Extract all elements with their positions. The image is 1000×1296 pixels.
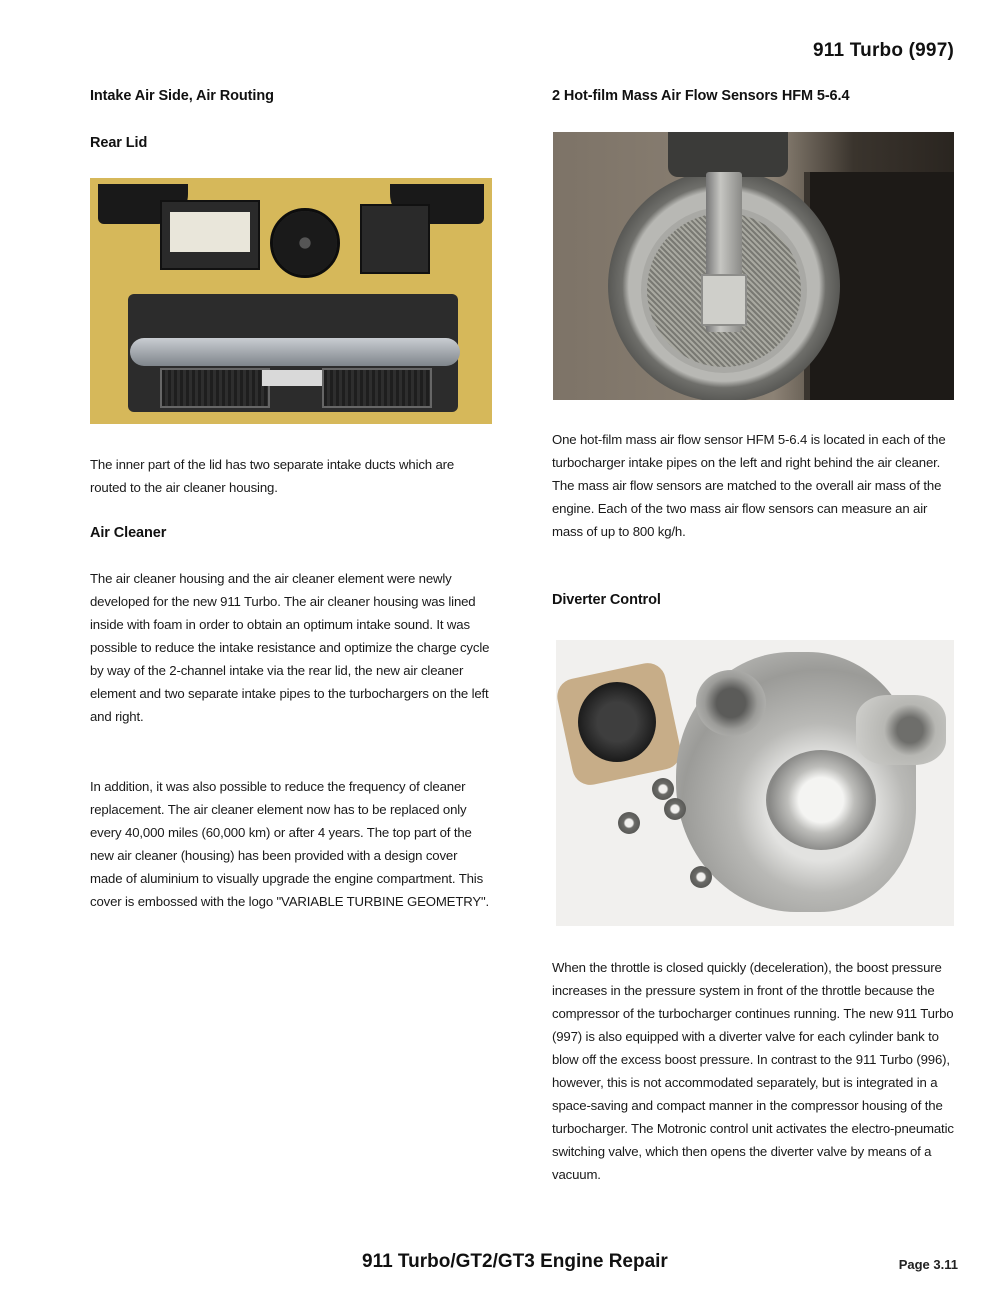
design-cover-plate <box>262 370 322 386</box>
compressor-outlet <box>856 695 946 765</box>
maf-sensor-photo <box>553 132 954 400</box>
page-footer-title: 911 Turbo/GT2/GT3 Engine Repair <box>362 1251 668 1272</box>
section-title-maf: 2 Hot-film Mass Air Flow Sensors HFM 5-6.4 <box>552 88 850 104</box>
page-number: Page 3.11 <box>898 1257 958 1272</box>
nut-2 <box>652 778 674 800</box>
diverter-valve-seat <box>696 670 766 736</box>
subsection-title-air-cleaner: Air Cleaner <box>90 525 167 541</box>
diverter-description: When the throttle is closed quickly (deceleration), the boost pressure increases in the pressure system in front of the throttle because the compressor of the turbocharger continues running. The new 911 Turbo (997) is also equipped with a diverter valve for each cylinder bank to blow off the excess boost pressure. In contrast to the 911 Turbo (996), however, this is not accommodated separately, but is integrated in a space-saving and compact manner in the compressor housing of the turbocharger. The Motronic control unit activates the electro-pneumatic switching valve, which then opens the diverter valve by means of a vacuum. <box>552 960 954 1182</box>
lid-component-box-right <box>360 204 430 274</box>
diverter-cap <box>578 682 656 762</box>
rear-lid-photo <box>90 178 492 424</box>
nut-4 <box>690 866 712 888</box>
compressor-bore <box>766 750 876 850</box>
maf-description: One hot-film mass air flow sensor HFM 5-6.4 is located in each of the turbocharger intake pipes on the left and right behind the air cleaner. The mass air flow sensors are matched to the overall air mass of the engine. Each of the two mass air flow sensors can measure an air mass of up to 800 kg/h. <box>552 432 946 539</box>
nut-3 <box>664 798 686 820</box>
intake-duct-left <box>160 368 270 408</box>
diverter-valve-photo <box>556 640 954 926</box>
subsection-title-rear-lid: Rear Lid <box>90 135 148 151</box>
nut-1 <box>618 812 640 834</box>
intake-pipe <box>130 338 460 366</box>
page-header-title: 911 Turbo (997) <box>813 40 954 61</box>
air-cleaner-paragraph-1: The air cleaner housing and the air cleaner element were newly developed for the new 911 Turbo. The air cleaner housing was lined inside with foam in order to obtain an optimum intake sound. It was possible to reduce the intake resistance and optimize the charge cycle by way of the 2-channel intake via the rear lid, the new air cleaner element and two separate intake pipes to the turbochargers on the left and right. <box>90 571 490 724</box>
subsection-title-diverter: Diverter Control <box>552 592 661 608</box>
section-title-intake: Intake Air Side, Air Routing <box>90 88 274 104</box>
lid-sticker <box>170 212 250 252</box>
maf-connector <box>668 132 788 177</box>
lid-fan <box>270 208 340 278</box>
intake-duct-right <box>322 368 432 408</box>
rear-lid-caption: The inner part of the lid has two separate intake ducts which are routed to the air cleaner housing. <box>90 457 455 495</box>
air-cleaner-paragraph-2: In addition, it was also possible to reduce the frequency of cleaner replacement. The air cleaner element now has to be replaced only every 40,000 miles (60,000 km) or after 4 years. The top part of the new air cleaner (housing) has been provided with a design cover made of aluminium to visually upgrade the engine compartment. This cover is embossed with the logo "VARIABLE TURBINE GEOMETRY". <box>90 779 490 909</box>
lid-component-box <box>160 200 260 270</box>
maf-probe-tip <box>701 274 747 326</box>
